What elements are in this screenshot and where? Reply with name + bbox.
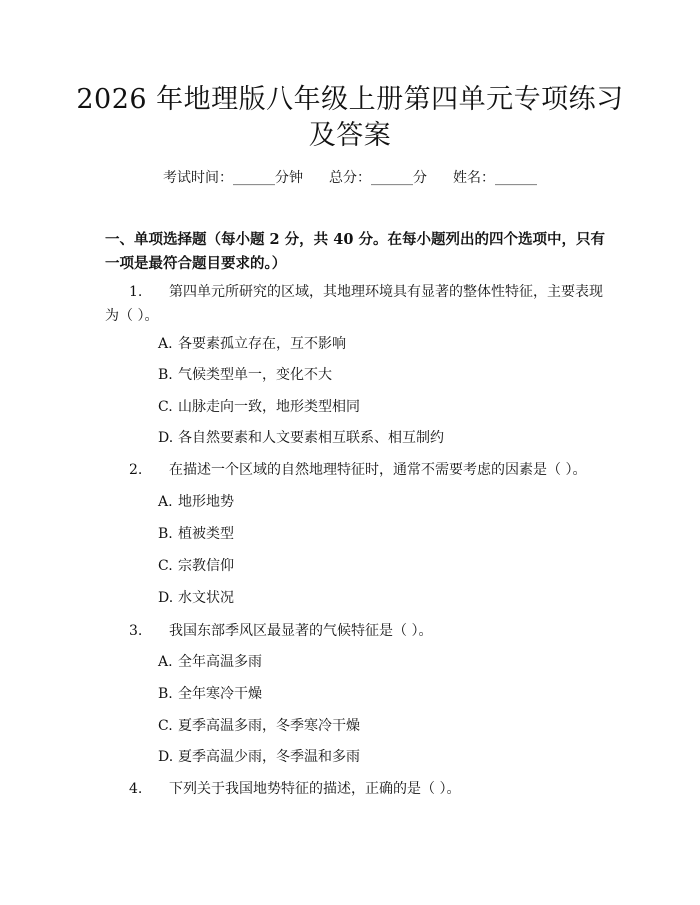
question-2-option-a: [158, 492, 234, 512]
student-name-label: 姓名：______: [453, 170, 537, 186]
exam-time-label: 考试时间：______分钟: [163, 170, 303, 186]
question-1: [105, 280, 603, 328]
option-text: 全年寒冷干燥: [178, 686, 262, 702]
option-letter: A.: [158, 336, 173, 352]
question-2-option-d: [158, 588, 234, 608]
question-1-option-b: [158, 365, 332, 385]
option-text: 水文状况: [178, 590, 234, 606]
option-text: 气候类型单一，变化不大: [178, 367, 332, 383]
option-text: 夏季高温少雨，冬季温和多雨: [178, 749, 360, 765]
question-1-option-c: [158, 397, 360, 417]
option-letter: A.: [158, 654, 173, 670]
title-line-2: 及答案: [308, 120, 392, 151]
question-3-option-c: [158, 716, 360, 736]
option-letter: B.: [158, 367, 173, 383]
question-2: [105, 458, 603, 482]
question-4-number: 4.: [129, 781, 143, 797]
option-letter: B.: [158, 686, 173, 702]
title-line-1: 2026 年地理版八年级上册第四单元专项练习: [76, 84, 624, 115]
option-letter: B.: [158, 526, 173, 542]
question-2-option-c: [158, 556, 234, 576]
option-text: 地形地势: [178, 494, 234, 510]
question-3-number: 3.: [129, 623, 143, 639]
question-4-stem: 下列关于我国地势特征的描述，正确的是（ ）。: [169, 781, 461, 797]
option-text: 宗教信仰: [178, 558, 234, 574]
option-text: 全年高温多雨: [178, 654, 262, 670]
option-letter: D.: [158, 430, 174, 446]
question-1-stem: 第四单元所研究的区域，其地理环境具有显著的整体性特征，主要表现为（ ）。: [105, 284, 603, 324]
question-3-option-d: [158, 747, 360, 767]
question-2-stem: 在描述一个区域的自然地理特征时，通常不需要考虑的因素是（ ）。: [169, 462, 587, 478]
section-1-header: 一、单项选择题（每小题 2 分，共 40 分。在每小题列出的四个选项中，只有一项是最符合题目要求的。）: [105, 231, 605, 272]
option-text: 各要素孤立存在，互不影响: [178, 336, 346, 352]
option-letter: C.: [158, 718, 173, 734]
question-1-option-d: [158, 428, 444, 448]
question-3-option-a: [158, 652, 262, 672]
question-3-stem: 我国东部季风区最显著的气候特征是（ ）。: [169, 623, 433, 639]
question-2-number: 2.: [129, 462, 143, 478]
question-4: [105, 777, 603, 801]
question-3-option-b: [158, 684, 262, 704]
option-letter: D.: [158, 749, 174, 765]
option-letter: D.: [158, 590, 174, 606]
question-3: [105, 619, 603, 643]
option-letter: C.: [158, 558, 173, 574]
option-text: 各自然要素和人文要素相互联系、相互制约: [178, 430, 444, 446]
total-score-label: 总分：______分: [329, 170, 427, 186]
document-title: [0, 82, 700, 154]
option-text: 夏季高温多雨，冬季寒冷干燥: [178, 718, 360, 734]
question-1-option-a: [158, 334, 346, 354]
option-text: 植被类型: [178, 526, 234, 542]
option-letter: A.: [158, 494, 173, 510]
exam-meta: [0, 168, 700, 188]
question-2-option-b: [158, 524, 234, 544]
option-letter: C.: [158, 399, 173, 415]
question-1-number: 1.: [129, 284, 143, 300]
option-text: 山脉走向一致，地形类型相同: [178, 399, 360, 415]
